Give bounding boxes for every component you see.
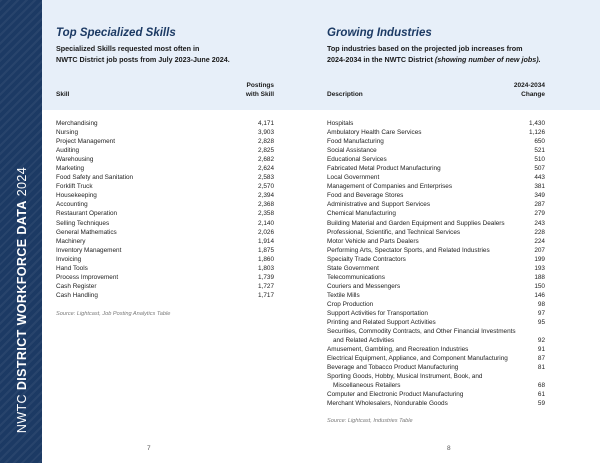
row-value: 98 [537, 300, 545, 308]
row-label: and Related Activities [333, 337, 395, 345]
row-value: 1,739 [258, 273, 274, 281]
industries-subtitle-line1: Top industries based on the projected job increases from [327, 44, 523, 53]
row-value: 2,825 [258, 147, 274, 155]
table-row [327, 191, 545, 200]
row-label: Nursing [56, 129, 79, 137]
row-value: 2,358 [258, 210, 274, 218]
row-value: 2,570 [258, 183, 274, 191]
skills-source-note: Source: Lightcast, Job Posting Analytics Table [56, 311, 171, 317]
postings-header-line1: Postings [246, 82, 274, 89]
row-value: 1,126 [529, 129, 545, 137]
table-row [327, 390, 545, 399]
row-label: Local Government [327, 174, 380, 182]
row-label: Sporting Goods, Hobby, Musical Instrument, Book, and [327, 373, 483, 381]
row-label: Food Manufacturing [327, 138, 384, 146]
table-row [327, 354, 545, 363]
row-label: Cash Register [56, 282, 97, 290]
row-label: Accounting [56, 201, 88, 209]
table-row [327, 209, 545, 218]
row-label: Fabricated Metal Product Manufacturing [327, 165, 441, 173]
row-label: Invoicing [56, 255, 82, 263]
row-value: 1,914 [258, 237, 274, 245]
row-value: 2,140 [258, 219, 274, 227]
row-value: 199 [534, 255, 545, 263]
row-label: General Mathematics [56, 228, 117, 236]
row-value: 650 [534, 138, 545, 146]
row-label: Hospitals [327, 120, 354, 127]
table-row [56, 219, 274, 228]
row-value: 95 [537, 319, 545, 327]
table-row [56, 228, 274, 237]
row-value: 207 [534, 246, 545, 254]
row-label: Securities, Commodity Contracts, and Other Financial Investments [327, 328, 516, 336]
postings-column-header [246, 81, 274, 99]
row-value: 188 [534, 273, 545, 281]
row-label: Textile Mills [327, 291, 360, 299]
row-value: 228 [534, 228, 545, 236]
row-label: Auditing [56, 147, 80, 155]
row-value: 2,394 [258, 192, 274, 200]
row-value: 81 [537, 364, 545, 372]
row-label: Social Assistance [327, 147, 377, 155]
table-row [327, 399, 545, 408]
industries-table [327, 119, 545, 409]
row-label: Merchandising [56, 120, 98, 127]
row-label: Computer and Electronic Product Manufacturing [327, 391, 464, 399]
row-label: Electrical Equipment, Appliance, and Component Manufacturing [327, 355, 508, 363]
row-label: Specialty Trade Contractors [327, 255, 406, 263]
row-label: Merchant Wholesalers, Nondurable Goods [327, 400, 448, 408]
table-row [327, 246, 545, 255]
row-value: 521 [534, 147, 545, 155]
row-value: 510 [534, 156, 545, 164]
row-value: 443 [534, 174, 545, 182]
page-number-right: 8 [447, 445, 451, 452]
change-header-line1: 2024-2034 [513, 82, 545, 89]
row-value: 2,624 [258, 165, 274, 173]
row-value: 61 [537, 391, 545, 399]
row-value: 381 [534, 183, 545, 191]
row-label: Management of Companies and Enterprises [327, 183, 453, 191]
description-column-header: Description [327, 91, 363, 98]
row-label: Support Activities for Transportation [327, 309, 428, 317]
table-row [327, 336, 545, 345]
row-label: Crop Production [327, 300, 374, 308]
row-value: 2,368 [258, 201, 274, 209]
table-row [56, 173, 274, 182]
industries-subtitle-line2-note: (showing number of new jobs). [434, 54, 541, 64]
row-label: Motor Vehicle and Parts Dealers [327, 237, 419, 245]
skills-table [56, 119, 274, 300]
table-row [56, 182, 274, 191]
sidebar-band [0, 0, 42, 463]
table-row [327, 291, 545, 300]
table-row [327, 309, 545, 318]
skills-subtitle-line1: Specialized Skills requested most often in [56, 44, 200, 53]
table-row [56, 237, 274, 246]
table-row [327, 273, 545, 282]
skill-column-header: Skill [56, 91, 70, 98]
row-label: Miscellaneous Retailers [333, 382, 401, 390]
row-value: 2,828 [258, 138, 274, 146]
table-row [327, 345, 545, 354]
table-row [327, 119, 545, 128]
table-row [56, 273, 274, 282]
row-value: 92 [537, 337, 545, 345]
table-row [56, 191, 274, 200]
table-row [327, 182, 545, 191]
row-label: Housekeeping [56, 192, 97, 200]
table-row [327, 219, 545, 228]
row-value: 287 [534, 201, 545, 209]
industries-source-note: Source: Lightcast, Industries Table [327, 418, 413, 424]
row-value: 150 [534, 282, 545, 290]
row-label: Chemical Manufacturing [327, 210, 396, 218]
skills-subtitle-line2: NWTC District job posts from July 2023-June 2024. [56, 54, 230, 64]
row-value: 2,682 [258, 156, 274, 164]
page-number-left: 7 [147, 445, 151, 452]
table-row [327, 255, 545, 264]
table-row [327, 228, 545, 237]
row-value: 1,860 [258, 255, 274, 263]
table-row [56, 246, 274, 255]
row-label: Inventory Management [56, 246, 122, 254]
row-value: 1,430 [529, 120, 545, 127]
table-row [327, 146, 545, 155]
row-label: Professional, Scientific, and Technical Services [327, 228, 461, 236]
table-row [327, 264, 545, 273]
change-header-line2: Change [521, 91, 545, 98]
row-value: 146 [534, 291, 545, 299]
table-row [56, 164, 274, 173]
row-label: Machinery [56, 237, 86, 245]
row-label: Ambulatory Health Care Services [327, 129, 422, 137]
sidebar-title-bold: DISTRICT WORKFORCE DATA [15, 200, 29, 391]
row-label: Food and Beverage Stores [327, 192, 404, 200]
table-row [327, 327, 545, 336]
sidebar-title-year: 2024 [15, 166, 29, 201]
row-value: 97 [537, 309, 545, 317]
row-value: 243 [534, 219, 545, 227]
row-label: Couriers and Messengers [327, 282, 401, 290]
table-row [327, 155, 545, 164]
row-value: 224 [534, 237, 545, 245]
row-label: Cash Handling [56, 291, 98, 299]
table-row [56, 146, 274, 155]
table-row [56, 291, 274, 300]
row-value: 1,717 [258, 291, 274, 299]
row-value: 91 [537, 346, 545, 354]
sidebar-title-prefix: NWTC [15, 390, 29, 434]
table-row [327, 200, 545, 209]
row-value: 279 [534, 210, 545, 218]
change-column-header [514, 81, 545, 99]
table-row [327, 282, 545, 291]
industries-subtitle [327, 44, 541, 65]
row-value: 68 [537, 382, 545, 390]
row-label: Forklift Truck [56, 183, 93, 191]
industries-subtitle-line2 [327, 55, 541, 66]
row-value: 59 [537, 400, 545, 408]
postings-header-line2: with Skill [245, 91, 274, 98]
table-row [56, 255, 274, 264]
row-value: 4,171 [258, 120, 274, 127]
row-label: Marketing [56, 165, 85, 173]
table-row [56, 209, 274, 218]
table-row [56, 119, 274, 128]
industries-title: Growing Industries [327, 27, 432, 39]
table-row [327, 164, 545, 173]
row-label: Food Safety and Sanitation [56, 174, 134, 182]
table-row [56, 200, 274, 209]
row-value: 193 [534, 264, 545, 272]
table-row [327, 128, 545, 137]
row-label: Restaurant Operation [56, 210, 118, 218]
row-value: 1,727 [258, 282, 274, 290]
row-label: Performing Arts, Spectator Sports, and Related Industries [327, 246, 490, 254]
row-value: 2,026 [258, 228, 274, 236]
row-label: Beverage and Tobacco Product Manufacturing [327, 364, 459, 372]
skills-subtitle [56, 44, 230, 65]
row-value: 1,875 [258, 246, 274, 254]
row-label: Telecommunications [327, 273, 385, 281]
row-label: Printing and Related Support Activities [327, 319, 436, 327]
sidebar-title [15, 167, 29, 433]
table-row [56, 137, 274, 146]
row-label: Project Management [56, 138, 115, 146]
table-row [56, 282, 274, 291]
row-label: Hand Tools [56, 264, 88, 272]
table-row [327, 372, 545, 381]
row-label: Building Material and Garden Equipment and Supplies Dealers [327, 219, 505, 227]
row-label: Process Improvement [56, 273, 119, 281]
table-row [327, 237, 545, 246]
row-label: Administrative and Support Services [327, 201, 431, 209]
row-label: State Government [327, 264, 379, 272]
row-label: Selling Techniques [56, 219, 110, 227]
row-value: 3,903 [258, 129, 274, 137]
row-value: 2,583 [258, 174, 274, 182]
row-value: 87 [537, 355, 545, 363]
table-row [56, 264, 274, 273]
table-row [327, 363, 545, 372]
row-value: 349 [534, 192, 545, 200]
row-label: Educational Services [327, 156, 387, 164]
table-row [327, 300, 545, 309]
row-value: 1,803 [258, 264, 274, 272]
table-row [327, 137, 545, 146]
table-row [327, 173, 545, 182]
table-row [327, 318, 545, 327]
row-label: Amusement, Gambling, and Recreation Industries [327, 346, 469, 354]
table-row [327, 381, 545, 390]
table-row [56, 128, 274, 137]
row-label: Warehousing [56, 156, 94, 164]
table-row [56, 155, 274, 164]
skills-title: Top Specialized Skills [56, 27, 176, 39]
row-value: 507 [534, 165, 545, 173]
industries-subtitle-line2-text: 2024-2034 in the NWTC District [327, 54, 435, 64]
